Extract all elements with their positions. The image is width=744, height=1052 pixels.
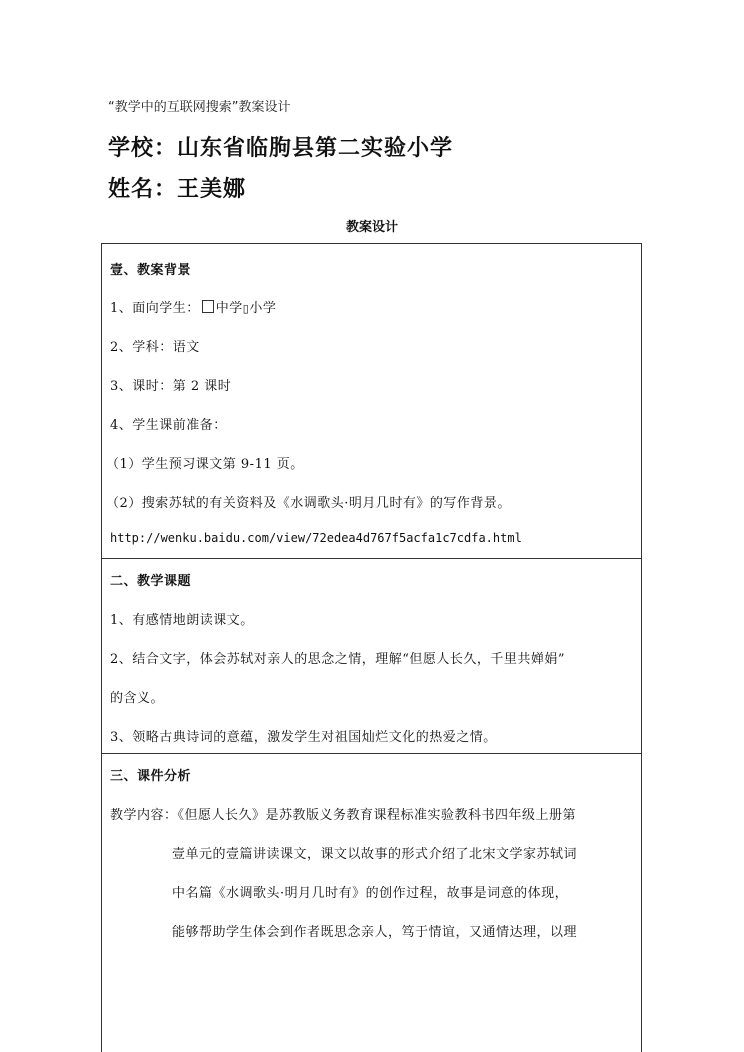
subject-row: 2、学科：语文 [110,340,200,355]
analysis-line-4: 能够帮助学生体会到作者既思念亲人，笃于情谊，又通情达理，以理 [172,925,578,940]
section-heading-analysis: 三、课件分析 [110,769,192,784]
option-middle-school: 中学 [215,301,243,316]
target-students-row [110,297,276,316]
analysis-line-1: 教学内容：《但愿人长久》是苏教版义务教育课程标准实验教科书四年级上册第 [110,808,577,823]
checkbox-icon [202,300,214,313]
section-divider [102,753,641,754]
option-primary-school: 小学 [249,301,277,316]
lesson-plan-table [101,243,642,1052]
table-caption: 教案设计 [345,220,398,235]
lesson-time-row: 3、课时：第 2 课时 [110,379,232,394]
section-heading-background: 壹、教案背景 [110,263,192,278]
objective-item-2: 2、结合文字，体会苏轼对亲人的思念之情，理解“但愿人长久，千里共婵娟” [110,652,566,667]
prep-title-row: 4、学生课前准备： [110,418,227,433]
prep-item-1: （1）学生预习课文第 9-11 页。 [106,457,304,472]
resource-link[interactable]: http://wenku.baidu.com/view/72edea4d767f5acfa1c7cdfa.html [110,531,522,545]
objective-item-3: 3、领略古典诗词的意蕴，激发学生对祖国灿烂文化的热爱之情。 [110,730,497,745]
analysis-line-3: 中名篇《水调歌头·明月几时有》的创作过程，故事是词意的体现， [172,886,569,901]
analysis-line-2: 壹单元的壹篇讲读课文，课文以故事的形式介绍了北宋文学家苏轼词 [172,847,578,862]
school-name-heading: 学校：山东省临朐县第二实验小学 [108,135,454,161]
target-students-label: 1、面向学生： [110,301,200,316]
objective-item-1: 1、有感情地朗读课文。 [110,613,254,628]
section-heading-topic: 二、教学课题 [110,574,192,589]
document-header: “教学中的互联网搜索”教案设计 [108,100,291,115]
objective-item-2-continued: 的含义。 [110,691,165,706]
checkmark-icon: ▯ [242,302,250,315]
author-name-heading: 姓名：王美娜 [108,176,247,202]
prep-item-2: （2）搜索苏轼的有关资料及《水调歌头·明月几时有》的写作背景。 [106,496,511,511]
section-divider [102,558,641,559]
